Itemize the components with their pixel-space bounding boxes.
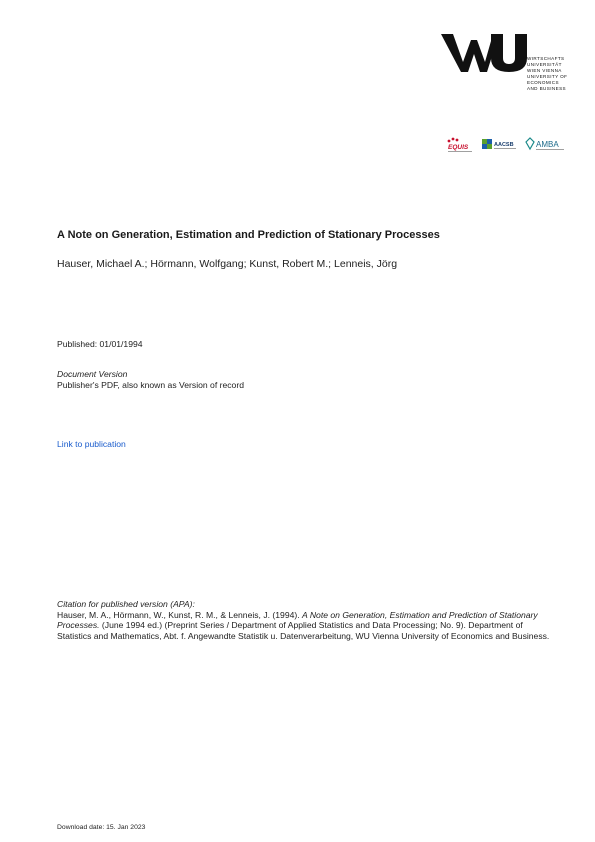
svg-text:EQUIS: EQUIS (448, 144, 469, 151)
wu-logo-line: WIEN VIENNA (527, 68, 562, 73)
citation-text (57, 610, 557, 642)
wu-logo-line: UNIVERSITÄT (527, 62, 562, 67)
wu-logo-line: UNIVERSITY OF (527, 74, 568, 79)
equis-logo (445, 136, 477, 154)
citation-authors: Hauser, M. A., Hörmann, W., Kunst, R. M., & Lenneis, J. (1994). (57, 609, 300, 620)
wu-logo (441, 32, 571, 102)
document-version-label: Document Version (57, 369, 128, 379)
wu-logo-line: WIRTSCHAFTS (527, 56, 565, 61)
document-authors: Hauser, Michael A.; Hörmann, Wolfgang; Kunst, Robert M.; Lenneis, Jörg (57, 258, 398, 270)
amba-logo (525, 136, 569, 154)
wu-logo-mark (441, 32, 531, 74)
aacsb-logo (481, 136, 521, 154)
amba-icon (525, 136, 569, 154)
document-title: A Note on Generation, Estimation and Prediction of Stationary Processes (57, 229, 440, 241)
citation-label: Citation for published version (APA): (57, 599, 195, 609)
published-date: Published: 01/01/1994 (57, 339, 143, 349)
wu-logo-line: AND BUSINESS (527, 86, 567, 91)
svg-text:AACSB: AACSB (494, 142, 514, 148)
aacsb-icon (481, 136, 521, 154)
wu-logo-text (527, 56, 575, 92)
svg-text:AMBA: AMBA (536, 140, 559, 149)
link-to-publication[interactable]: Link to publication (57, 439, 126, 449)
wu-logo-line: ECONOMICS (527, 80, 559, 85)
equis-icon (445, 136, 477, 154)
citation-block (57, 599, 557, 641)
citation-details: (June 1994 ed.) (Preprint Series / Department of Applied Statistics and Data Processing; No. 9). Department of Statistics and Mathematics, Abt. f. Angewandte Statistik u. Datenverarbeitung, WU Vienna University of Economics and Business. (57, 620, 550, 641)
citation-title: A Note on Generation, Estimation and Prediction of Stationary Processes. (57, 609, 538, 631)
document-version-value: Publisher's PDF, also known as Version of record (57, 380, 244, 390)
download-date: Download date: 15. Jan 2023 (57, 824, 146, 831)
accreditation-logos (445, 136, 569, 154)
